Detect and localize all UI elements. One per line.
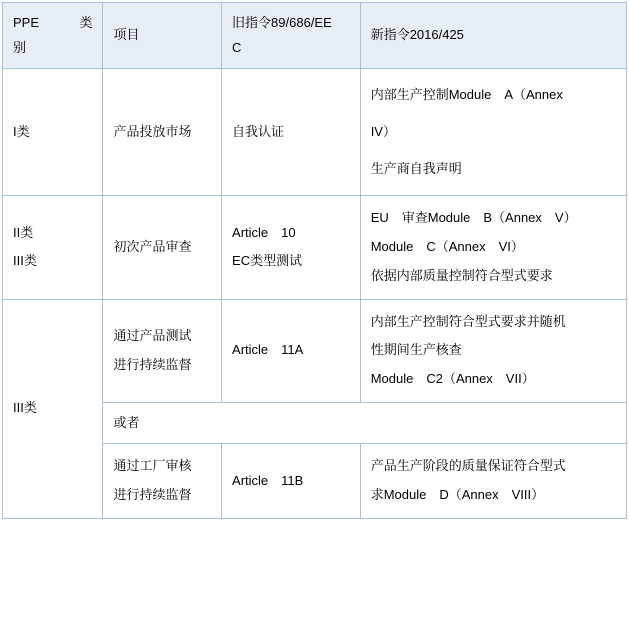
header-cell-old-directive: [222, 3, 361, 69]
cell-category-class3: III类: [3, 299, 103, 518]
header-row: [3, 3, 627, 69]
table-row: [3, 196, 627, 299]
category-line-2: III类: [13, 253, 37, 269]
new-line-3: 依据内部质量控制符合型式要求: [370, 267, 553, 283]
cell-new-module-b-c: [360, 196, 626, 299]
item-line-2: 进行持续监督: [113, 486, 192, 502]
item-line-1: 通过产品测试: [113, 327, 192, 343]
header-old-line2: C: [232, 39, 242, 55]
old-line-1: Article 10: [232, 224, 296, 240]
table-header: [3, 3, 627, 69]
table-row: [3, 299, 627, 402]
cell-item-factory-audit: [103, 444, 222, 518]
cell-item-product-testing: [103, 299, 222, 402]
header-cell-new-directive: 新指令2016/425: [360, 3, 626, 69]
new-line-2: Module C（Annex VI）: [370, 239, 524, 255]
item-line-2: 进行持续监督: [113, 356, 192, 372]
cell-item-market-placement: 产品投放市场: [103, 69, 222, 196]
cell-new-module-c2: [360, 299, 626, 402]
category-line-1: II类: [13, 224, 34, 240]
header-ppe-label: PPE: [13, 15, 40, 30]
new-line-1: 内部生产控制Module A（Annex: [370, 87, 563, 103]
new-line-1: 产品生产阶段的质量保证符合型式: [370, 458, 566, 474]
header-cell-item: 项目: [103, 3, 222, 69]
cell-new-module-a: [360, 69, 626, 196]
cell-or-separator: 或者: [103, 402, 627, 444]
new-line-1: EU 审查Module B（Annex V）: [370, 210, 577, 226]
cell-new-module-d: [360, 444, 626, 518]
cell-category-class2-3: [3, 196, 103, 299]
cell-old-self-certification: 自我认证: [222, 69, 361, 196]
header-category-label: 类: [79, 15, 93, 30]
header-category-label-2: 别: [13, 39, 27, 55]
header-old-line1: 旧指令89/686/EE: [232, 15, 332, 30]
cell-old-article-11b: Article 11B: [222, 444, 361, 518]
new-line-2: 求Module D（Annex VIII）: [370, 486, 545, 502]
table-body: [3, 69, 627, 518]
old-line-2: EC类型测试: [232, 253, 303, 269]
header-cell-category: [3, 3, 103, 69]
new-line-2: 性期间生产核查: [370, 342, 462, 358]
new-line-3: 生产商自我声明: [370, 160, 462, 176]
new-line-2: IV）: [370, 124, 396, 140]
cell-old-article-11a: Article 11A: [222, 299, 361, 402]
cell-item-initial-review: 初次产品审查: [103, 196, 222, 299]
ppe-comparison-table: [2, 2, 627, 519]
item-line-1: 通过工厂审核: [113, 458, 192, 474]
cell-old-article-10: [222, 196, 361, 299]
cell-category-class1: I类: [3, 69, 103, 196]
new-line-1: 内部生产控制符合型式要求并随机: [370, 313, 566, 329]
table-row: [3, 69, 627, 196]
document-body: [0, 2, 629, 622]
new-line-3: Module C2（Annex VII）: [370, 370, 535, 386]
